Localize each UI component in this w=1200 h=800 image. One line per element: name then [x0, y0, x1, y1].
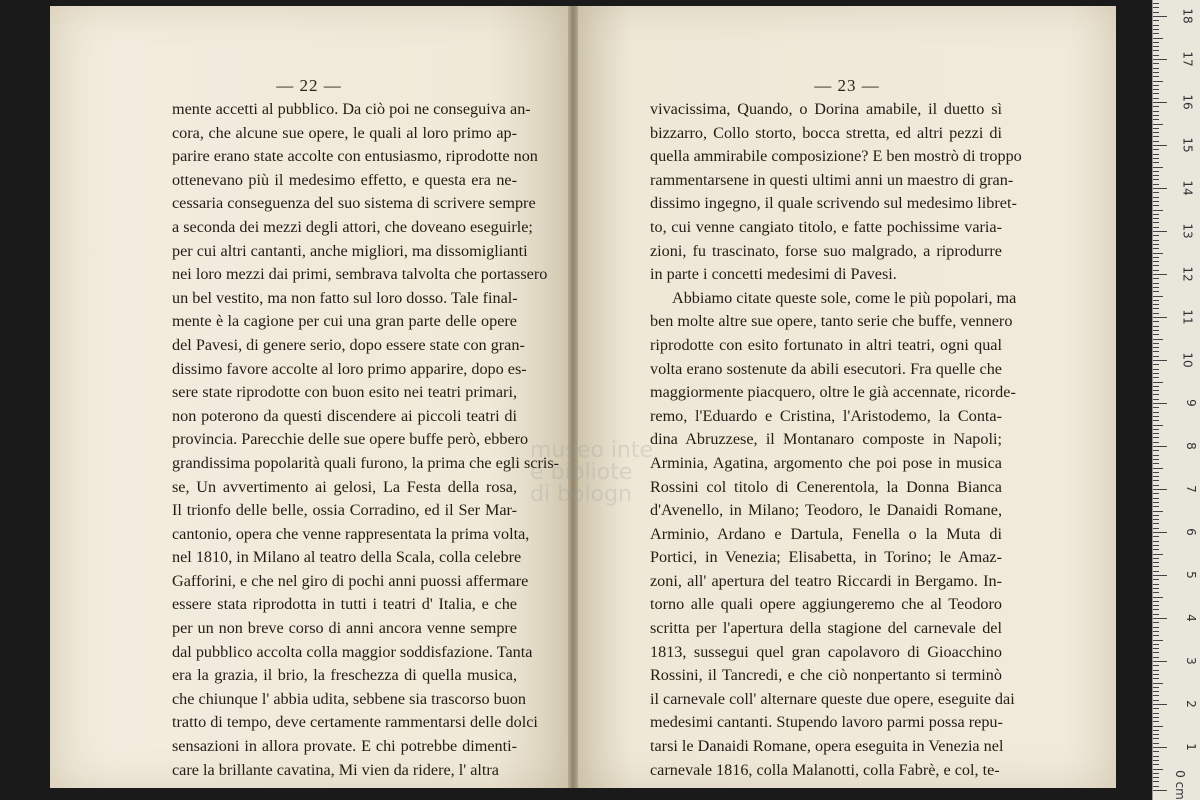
- ruler-tick: [1153, 627, 1159, 628]
- ruler-tick: [1153, 124, 1163, 125]
- text-line: essere stata riprodotta in tutti i teatri d' Italia, e che: [172, 595, 517, 614]
- ruler-tick: [1153, 579, 1159, 580]
- ruler-tick: [1153, 463, 1159, 464]
- text-line: Portici, in Venezia; Elisabetta, in Torino; le Amaz-: [650, 548, 1002, 567]
- ruler-tick: [1153, 46, 1159, 47]
- text-line: carnevale 1816, colla Malanotti, colla Fabrè, e col, te-: [650, 760, 1000, 779]
- ruler-tick: [1153, 554, 1163, 555]
- ruler-number: 15: [1180, 137, 1195, 153]
- ruler-tick: [1153, 175, 1159, 176]
- ruler-tick: [1153, 665, 1159, 666]
- ruler-tick: [1153, 59, 1167, 60]
- ruler-tick: [1153, 498, 1159, 499]
- ruler-tick: [1153, 192, 1159, 193]
- ruler-tick: [1153, 7, 1159, 8]
- ruler-number: 12: [1180, 266, 1195, 282]
- ruler-tick: [1153, 644, 1159, 645]
- text-line: zioni, fu trascinato, forse suo malgrado, a riprodurre: [650, 241, 1002, 260]
- page-text: [172, 98, 560, 782]
- text-line: tratto di tempo, deve certamente rammentarsi delle dolci: [172, 713, 538, 732]
- ruler-tick: [1153, 317, 1167, 318]
- ruler-tick: [1153, 502, 1159, 503]
- ruler-tick: [1153, 373, 1159, 374]
- ruler-tick: [1153, 334, 1159, 335]
- ruler-tick: [1153, 81, 1163, 82]
- ruler-tick: [1153, 412, 1159, 413]
- text-line: in parte i concetti medesimi di Pavesi.: [650, 265, 897, 284]
- text-line: d'Avenello, in Milano; Teodoro, le Danaidi Romane,: [650, 501, 1002, 520]
- text-line: sere state riprodotte con buon esito nei teatri primari,: [172, 383, 517, 402]
- ruler-tick: [1153, 188, 1167, 189]
- ruler-tick: [1153, 597, 1163, 598]
- ruler-tick: [1153, 657, 1159, 658]
- ruler-tick: [1153, 287, 1159, 288]
- ruler-tick: [1153, 50, 1159, 51]
- ruler-tick: [1153, 773, 1159, 774]
- ruler-tick: [1153, 313, 1159, 314]
- ruler-tick: [1153, 472, 1159, 473]
- ruler-tick: [1153, 609, 1159, 610]
- ruler-tick: [1153, 111, 1159, 112]
- text-line: cessaria conseguenza del suo sistema di scrivere sempre: [172, 194, 536, 213]
- ruler-tick: [1153, 68, 1159, 69]
- ruler-tick: [1153, 648, 1159, 649]
- ruler-tick: [1153, 747, 1167, 748]
- text-line: bizzarro, Collo storto, bocca stretta, ed altri pezzi di: [650, 123, 1002, 142]
- ruler-tick: [1153, 29, 1159, 30]
- ruler-tick: [1153, 601, 1159, 602]
- ruler-tick: [1153, 635, 1159, 636]
- ruler-tick: [1153, 721, 1159, 722]
- ruler-tick: [1153, 356, 1159, 357]
- ruler-tick: [1153, 786, 1159, 787]
- text-line: per cui altri cantanti, anche migliori, ma dissomiglianti: [172, 241, 528, 260]
- ruler-tick: [1153, 377, 1159, 378]
- ruler-number: 13: [1180, 223, 1195, 239]
- ruler-tick: [1153, 265, 1159, 266]
- text-line: medesimi cantanti. Stupendo lavoro parmi possa repu-: [650, 713, 1003, 732]
- ruler-tick: [1153, 141, 1159, 142]
- ruler-tick: [1153, 270, 1159, 271]
- ruler-tick: [1153, 184, 1159, 185]
- ruler-tick: [1153, 519, 1159, 520]
- ruler-number: 3: [1184, 657, 1199, 665]
- ruler-tick: [1153, 119, 1159, 120]
- ruler-number: 10: [1180, 352, 1195, 368]
- ruler-tick: [1153, 764, 1159, 765]
- ruler-tick: [1153, 442, 1159, 443]
- ruler-tick: [1153, 781, 1159, 782]
- text-line: Abbiamo citate queste sole, come le più popolari, ma: [672, 288, 1017, 307]
- text-line: Rossini, il Tancredi, e che ciò nonpertanto si terminò: [650, 666, 1002, 685]
- ruler-tick: [1153, 106, 1159, 107]
- text-line: Arminia, Agatina, argomento che poi pose in musica: [650, 453, 1002, 472]
- ruler-tick: [1153, 210, 1163, 211]
- ruler-tick: [1153, 515, 1159, 516]
- text-line: to, cui venne cangiato titolo, e fatte pochissime varia-: [650, 217, 1002, 236]
- text-line: per un non breve corso di anni ancora venne sempre: [172, 619, 517, 638]
- ruler-tick: [1153, 154, 1159, 155]
- ruler-tick: [1153, 618, 1167, 619]
- text-line: Il trionfo delle belle, ossia Corradino, ed il Ser Mar-: [172, 501, 517, 520]
- text-line: ottenevano più il medesimo effetto, e questa era ne-: [172, 170, 517, 189]
- ruler-tick: [1153, 283, 1159, 284]
- ruler-tick: [1153, 89, 1159, 90]
- ruler-tick: [1153, 403, 1167, 404]
- ruler-tick: [1153, 506, 1159, 507]
- ruler-tick: [1153, 652, 1159, 653]
- ruler-tick: [1153, 386, 1159, 387]
- text-line: zoni, all' apertura del teatro Riccardi in Bergamo. In-: [650, 571, 1002, 590]
- ruler-tick: [1153, 713, 1159, 714]
- ruler-tick: [1153, 394, 1159, 395]
- ruler-tick: [1153, 511, 1163, 512]
- text-line: volta erano sostenute da abili esecutori. Fra quelle che: [650, 359, 1002, 378]
- ruler-tick: [1153, 16, 1167, 17]
- ruler-tick: [1153, 678, 1159, 679]
- text-line: riprodotte con esito fortunato in altri teatri, ogni qual: [650, 335, 1002, 354]
- ruler-tick: [1153, 296, 1163, 297]
- text-line: del Pavesi, di genere serio, dopo essere state con gran-: [172, 335, 525, 354]
- ruler-tick: [1153, 244, 1159, 245]
- ruler-tick: [1153, 201, 1159, 202]
- ruler-tick: [1153, 532, 1167, 533]
- ruler-tick: [1153, 730, 1159, 731]
- ruler-tick: [1153, 566, 1159, 567]
- ruler-tick: [1153, 33, 1159, 34]
- ruler-tick: [1153, 98, 1159, 99]
- ruler-tick: [1153, 261, 1159, 262]
- ruler-number: 16: [1180, 94, 1195, 110]
- ruler-number: 9: [1184, 399, 1199, 407]
- ruler-tick: [1153, 347, 1159, 348]
- text-line: mente accetti al pubblico. Da ciò poi ne conseguiva an-: [172, 100, 531, 118]
- ruler-tick: [1153, 274, 1167, 275]
- ruler-tick: [1153, 222, 1159, 223]
- ruler-tick: [1153, 571, 1159, 572]
- text-line: a seconda dei mezzi degli attori, che doveano eseguirle;: [172, 217, 533, 236]
- ruler-number: 14: [1180, 180, 1195, 196]
- ruler-tick: [1153, 115, 1159, 116]
- ruler-tick: [1153, 614, 1159, 615]
- text-line: cantonio, opera che venne rappresentata la prima volta,: [172, 524, 530, 543]
- text-line: vivacissima, Quando, o Dorina amabile, il duetto sì: [650, 100, 1002, 118]
- ruler-number: 7: [1184, 485, 1199, 493]
- ruler-tick: [1153, 278, 1159, 279]
- measurement-ruler: [1152, 0, 1200, 800]
- ruler-tick: [1153, 20, 1159, 21]
- page-number: — 23 —: [814, 76, 880, 95]
- ruler-tick: [1153, 218, 1159, 219]
- ruler-tick: [1153, 661, 1167, 662]
- text-line: ben molte altre sue opere, tanto serie che buffe, vennero: [650, 312, 1013, 331]
- ruler-tick: [1153, 738, 1159, 739]
- ruler-tick: [1153, 102, 1167, 103]
- page-text: [650, 98, 1022, 782]
- ruler-tick: [1153, 691, 1159, 692]
- ruler-unit-label: 0 cm: [1173, 770, 1188, 800]
- text-line: un bel vestito, ma non fatto sul loro dosso. Tale final-: [172, 288, 518, 307]
- ruler-tick: [1153, 584, 1159, 585]
- ruler-tick: [1153, 751, 1159, 752]
- text-line: che chiunque l' abbia udita, sebbene sia trascorso buon: [172, 689, 526, 708]
- ruler-tick: [1153, 351, 1159, 352]
- ruler-tick: [1153, 304, 1159, 305]
- text-line: nel 1810, in Milano al teatro della Scala, colla celebre: [172, 548, 522, 567]
- ruler-tick: [1153, 536, 1159, 537]
- ruler-tick: [1153, 407, 1159, 408]
- ruler-tick: [1153, 158, 1159, 159]
- text-line: sensazioni in allora provate. E chi potrebbe dimenti-: [172, 737, 517, 756]
- ruler-tick: [1153, 480, 1159, 481]
- ruler-tick: [1153, 136, 1159, 137]
- ruler-tick: [1153, 72, 1159, 73]
- ruler-tick: [1153, 364, 1159, 365]
- ruler-tick: [1153, 3, 1159, 4]
- ruler-tick: [1153, 734, 1159, 735]
- ruler-tick: [1153, 93, 1159, 94]
- ruler-tick: [1153, 605, 1159, 606]
- ruler-tick: [1153, 695, 1159, 696]
- ruler-tick: [1153, 683, 1163, 684]
- ruler-number: 11: [1180, 309, 1195, 325]
- ruler-number: 18: [1180, 8, 1195, 24]
- ruler-tick: [1153, 562, 1159, 563]
- text-line: provincia. Parecchie delle sue opere buffe però, ebbero: [172, 430, 529, 449]
- ruler-number: 1: [1184, 743, 1199, 751]
- ruler-tick: [1153, 455, 1159, 456]
- ruler-number: 2: [1184, 700, 1199, 708]
- ruler-tick: [1153, 167, 1163, 168]
- ruler-number: 4: [1184, 614, 1199, 622]
- ruler-tick: [1153, 489, 1167, 490]
- page-number: — 22 —: [276, 76, 342, 95]
- ruler-tick: [1153, 291, 1159, 292]
- text-line: maggiormente piacquero, oltre le già accennate, ricorde-: [650, 383, 1016, 402]
- ruler-tick: [1153, 145, 1167, 146]
- ruler-tick: [1153, 450, 1159, 451]
- text-line: Gafforini, e che nel giro di pochi anni puossi affermare: [172, 571, 529, 590]
- ruler-tick: [1153, 541, 1159, 542]
- ruler-tick: [1153, 42, 1159, 43]
- watermark-line: di bologn: [530, 482, 632, 507]
- ruler-tick: [1153, 631, 1159, 632]
- ruler-tick: [1153, 179, 1159, 180]
- ruler-tick: [1153, 717, 1159, 718]
- text-line: scritta per l'apertura della stagione del carnevale del: [650, 619, 1002, 638]
- ruler-tick: [1153, 326, 1159, 327]
- text-line: 1813, sussegui quel gran capolavoro di Gioacchino: [650, 642, 1002, 661]
- ruler-tick: [1153, 382, 1163, 383]
- ruler-tick: [1153, 360, 1167, 361]
- ruler-tick: [1153, 777, 1159, 778]
- ruler-tick: [1153, 420, 1159, 421]
- ruler-tick: [1153, 308, 1159, 309]
- ruler-tick: [1153, 339, 1163, 340]
- ruler-tick: [1153, 76, 1159, 77]
- text-line: dissimo favore accolte al loro primo apparire, dopo es-: [172, 359, 527, 378]
- ruler-number: 17: [1180, 51, 1195, 67]
- ruler-tick: [1153, 726, 1163, 727]
- text-line: care la brillante cavatina, Mi vien da ridere, l' altra: [172, 760, 499, 779]
- ruler-tick: [1153, 704, 1167, 705]
- ruler-tick: [1153, 687, 1159, 688]
- ruler-tick: [1153, 790, 1167, 791]
- ruler-tick: [1153, 558, 1159, 559]
- ruler-tick: [1153, 640, 1163, 641]
- ruler-tick: [1153, 343, 1159, 344]
- ruler-tick: [1153, 55, 1159, 56]
- text-line: dissimo ingegno, il quale scrivendo sul medesimo libret-: [650, 194, 1017, 213]
- left-page: [50, 6, 568, 788]
- ruler-tick: [1153, 433, 1159, 434]
- ruler-tick: [1153, 369, 1159, 370]
- ruler-tick: [1153, 248, 1159, 249]
- ruler-tick: [1153, 63, 1159, 64]
- ruler-tick: [1153, 437, 1159, 438]
- ruler-number: 5: [1184, 571, 1199, 579]
- text-line: Arminio, Ardano e Dartula, Fenella o la Muta di: [650, 524, 1002, 543]
- ruler-tick: [1153, 756, 1159, 757]
- text-line: dal pubblico accolta colla maggior soddisfazione. Tanta: [172, 642, 533, 661]
- ruler-tick: [1153, 446, 1167, 447]
- text-line: remo, l'Eduardo e Cristina, l'Aristodemo, la Conta-: [650, 406, 1002, 425]
- ruler-tick: [1153, 128, 1159, 129]
- ruler-tick: [1153, 321, 1159, 322]
- ruler-tick: [1153, 708, 1159, 709]
- ruler-tick: [1153, 390, 1159, 391]
- ruler-tick: [1153, 416, 1159, 417]
- ruler-tick: [1153, 523, 1159, 524]
- ruler-tick: [1153, 197, 1159, 198]
- book-gutter: [568, 6, 578, 788]
- ruler-number: 8: [1184, 442, 1199, 450]
- text-line: il carnevale coll' alternare queste due opere, eseguite dai: [650, 689, 1015, 708]
- ruler-tick: [1153, 528, 1159, 529]
- ruler-tick: [1153, 588, 1159, 589]
- ruler-tick: [1153, 300, 1159, 301]
- ruler-tick: [1153, 769, 1163, 770]
- text-line: nei loro mezzi dai primi, sembrava talvolta che portassero: [172, 265, 548, 284]
- ruler-tick: [1153, 12, 1159, 13]
- ruler-tick: [1153, 459, 1159, 460]
- ruler-tick: [1153, 545, 1159, 546]
- ruler-tick: [1153, 743, 1159, 744]
- text-line: torno alle quali opere aggiungeremo che al Teodoro: [650, 595, 1002, 614]
- ruler-tick: [1153, 38, 1163, 39]
- ruler-tick: [1153, 214, 1159, 215]
- ruler-tick: [1153, 429, 1159, 430]
- text-line: dina Abruzzese, il Montanaro composte in Napoli;: [650, 430, 1002, 449]
- text-line: parire erano state accolte con entusiasmo, riprodotte non: [172, 147, 538, 166]
- text-line: non poterono da questi discendere ai piccoli teatri di: [172, 406, 517, 425]
- text-line: era la grazia, il brio, la freschezza di quella musica,: [172, 666, 517, 685]
- watermark: [530, 440, 653, 506]
- ruler-tick: [1153, 760, 1159, 761]
- ruler-tick: [1153, 330, 1159, 331]
- ruler-tick: [1153, 493, 1159, 494]
- ruler-tick: [1153, 670, 1159, 671]
- ruler-tick: [1153, 162, 1159, 163]
- ruler-tick: [1153, 205, 1159, 206]
- watermark-line: museo inte: [530, 438, 654, 463]
- text-line: quella ammirabile composizione? E ben mostrò di troppo: [650, 147, 1022, 166]
- ruler-tick: [1153, 700, 1159, 701]
- ruler-tick: [1153, 592, 1159, 593]
- ruler-tick: [1153, 575, 1167, 576]
- ruler-tick: [1153, 149, 1159, 150]
- ruler-tick: [1153, 85, 1159, 86]
- ruler-tick: [1153, 171, 1159, 172]
- ruler-tick: [1153, 485, 1159, 486]
- ruler-number: 6: [1184, 528, 1199, 536]
- ruler-tick: [1153, 231, 1167, 232]
- watermark-line: e bibliote: [530, 460, 633, 485]
- ruler-tick: [1153, 132, 1159, 133]
- ruler-tick: [1153, 468, 1163, 469]
- text-line: cora, che alcune sue opere, le quali al loro primo ap-: [172, 123, 517, 142]
- ruler-tick: [1153, 622, 1159, 623]
- ruler-tick: [1153, 476, 1159, 477]
- ruler-tick: [1153, 227, 1159, 228]
- ruler-tick: [1153, 235, 1159, 236]
- text-line: mente è la cagione per cui una gran parte delle opere: [172, 312, 517, 331]
- ruler-tick: [1153, 399, 1159, 400]
- text-line: se, Un avvertimento ai gelosi, La Festa della rosa,: [172, 477, 517, 496]
- text-line: grandissima popolarità quali furono, la prima che egli scris-: [172, 453, 560, 472]
- ruler-tick: [1153, 25, 1159, 26]
- ruler-tick: [1153, 425, 1163, 426]
- ruler-tick: [1153, 240, 1159, 241]
- ruler-tick: [1153, 549, 1159, 550]
- text-line: tarsi le Danaidi Romane, opera eseguita in Venezia nel: [650, 737, 1004, 756]
- ruler-tick: [1153, 674, 1159, 675]
- ruler-tick: [1153, 253, 1163, 254]
- text-line: rammentarsene in questi ultimi anni un maestro di gran-: [650, 170, 1014, 189]
- text-line: Rossini col titolo di Cenerentola, la Donna Bianca: [650, 477, 1002, 496]
- right-page: [578, 6, 1116, 788]
- ruler-tick: [1153, 257, 1159, 258]
